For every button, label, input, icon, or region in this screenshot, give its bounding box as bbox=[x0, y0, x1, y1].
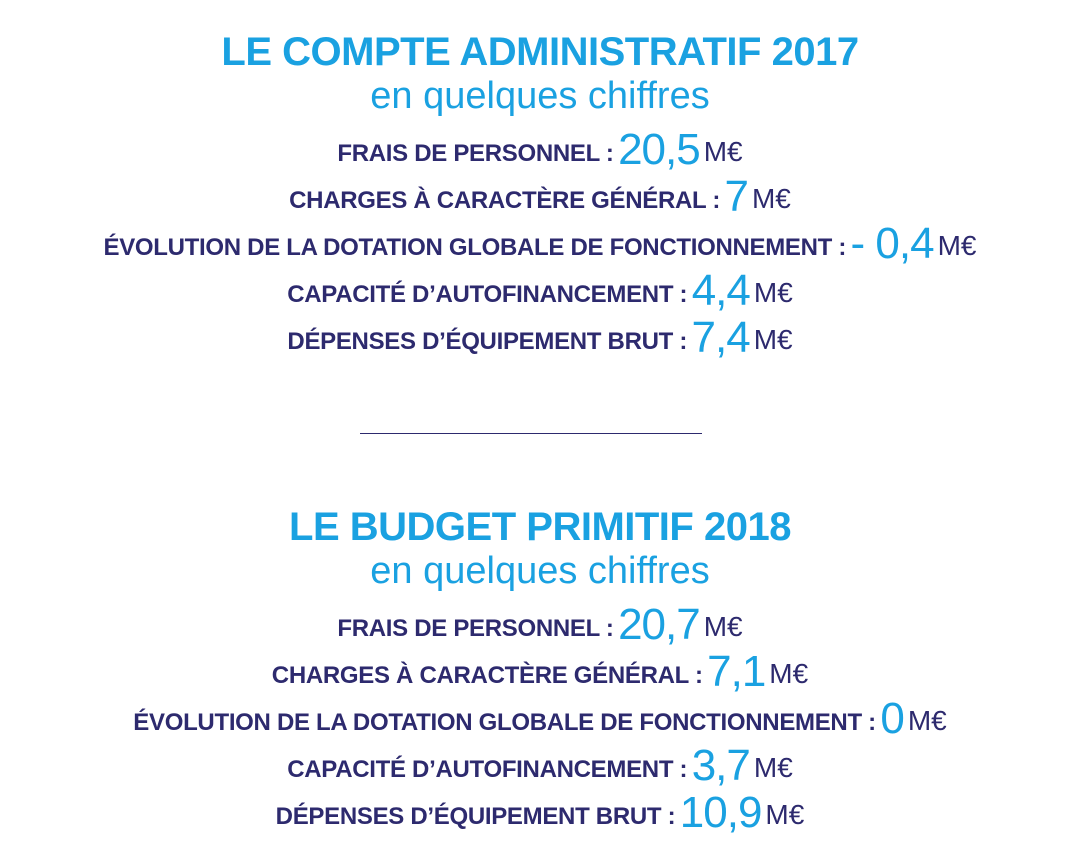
figure-label: CHARGES À CARACTÈRE GÉNÉRAL : bbox=[271, 662, 703, 689]
figure-unit: M€ bbox=[765, 799, 805, 830]
figure-value: 0 bbox=[880, 694, 904, 743]
section-divider bbox=[360, 433, 702, 434]
figure-label: CAPACITÉ D’AUTOFINANCEMENT : bbox=[287, 281, 688, 308]
figure-unit: M€ bbox=[769, 658, 809, 689]
figure-unit: M€ bbox=[907, 705, 947, 736]
figure-label: DÉPENSES D’ÉQUIPEMENT BRUT : bbox=[275, 803, 676, 830]
section-title: LE BUDGET PRIMITIF 2018 bbox=[289, 505, 791, 549]
section-compte-administratif-2017 bbox=[0, 28, 1080, 361]
figure-row-charges-generales bbox=[0, 173, 1080, 220]
figure-value: 7,1 bbox=[707, 647, 766, 696]
figure-label: ÉVOLUTION DE LA DOTATION GLOBALE DE FONCTIONNEMENT : bbox=[133, 709, 876, 736]
figures-list bbox=[0, 126, 1080, 361]
section-subtitle: en quelques chiffres bbox=[370, 550, 710, 592]
figure-unit: M€ bbox=[753, 752, 793, 783]
figure-value: 20,7 bbox=[618, 600, 700, 649]
figure-unit: M€ bbox=[753, 277, 793, 308]
figure-unit: M€ bbox=[703, 136, 743, 167]
figures-list bbox=[0, 601, 1080, 836]
figure-row-capacite-autofinancement bbox=[0, 742, 1080, 789]
figure-value: - 0,4 bbox=[850, 219, 934, 268]
figure-unit: M€ bbox=[937, 230, 977, 261]
figure-row-evolution-dgf bbox=[0, 220, 1080, 267]
figure-row-charges-generales bbox=[0, 648, 1080, 695]
figure-row-depenses-equipement bbox=[0, 789, 1080, 836]
figure-value: 7,4 bbox=[691, 313, 750, 362]
section-title: LE COMPTE ADMINISTRATIF 2017 bbox=[221, 30, 859, 74]
figure-row-evolution-dgf bbox=[0, 695, 1080, 742]
figure-label: CAPACITÉ D’AUTOFINANCEMENT : bbox=[287, 756, 688, 783]
section-budget-primitif-2018 bbox=[0, 503, 1080, 836]
figure-value: 4,4 bbox=[691, 266, 750, 315]
figure-value: 7 bbox=[724, 172, 748, 221]
figure-label: FRAIS DE PERSONNEL : bbox=[337, 140, 614, 167]
figure-label: DÉPENSES D’ÉQUIPEMENT BRUT : bbox=[287, 328, 688, 355]
figure-label: FRAIS DE PERSONNEL : bbox=[337, 615, 614, 642]
figure-unit: M€ bbox=[703, 611, 743, 642]
section-subtitle: en quelques chiffres bbox=[370, 75, 710, 117]
figure-value: 20,5 bbox=[618, 125, 700, 174]
figure-row-depenses-equipement bbox=[0, 314, 1080, 361]
figure-row-frais-de-personnel bbox=[0, 126, 1080, 173]
figure-row-frais-de-personnel bbox=[0, 601, 1080, 648]
figure-unit: M€ bbox=[751, 183, 791, 214]
figure-label: CHARGES À CARACTÈRE GÉNÉRAL : bbox=[289, 187, 721, 214]
figure-row-capacite-autofinancement bbox=[0, 267, 1080, 314]
figure-label: ÉVOLUTION DE LA DOTATION GLOBALE DE FONCTIONNEMENT : bbox=[103, 234, 847, 261]
figure-value: 3,7 bbox=[691, 741, 750, 790]
figure-value: 10,9 bbox=[679, 788, 762, 837]
figure-unit: M€ bbox=[753, 324, 793, 355]
